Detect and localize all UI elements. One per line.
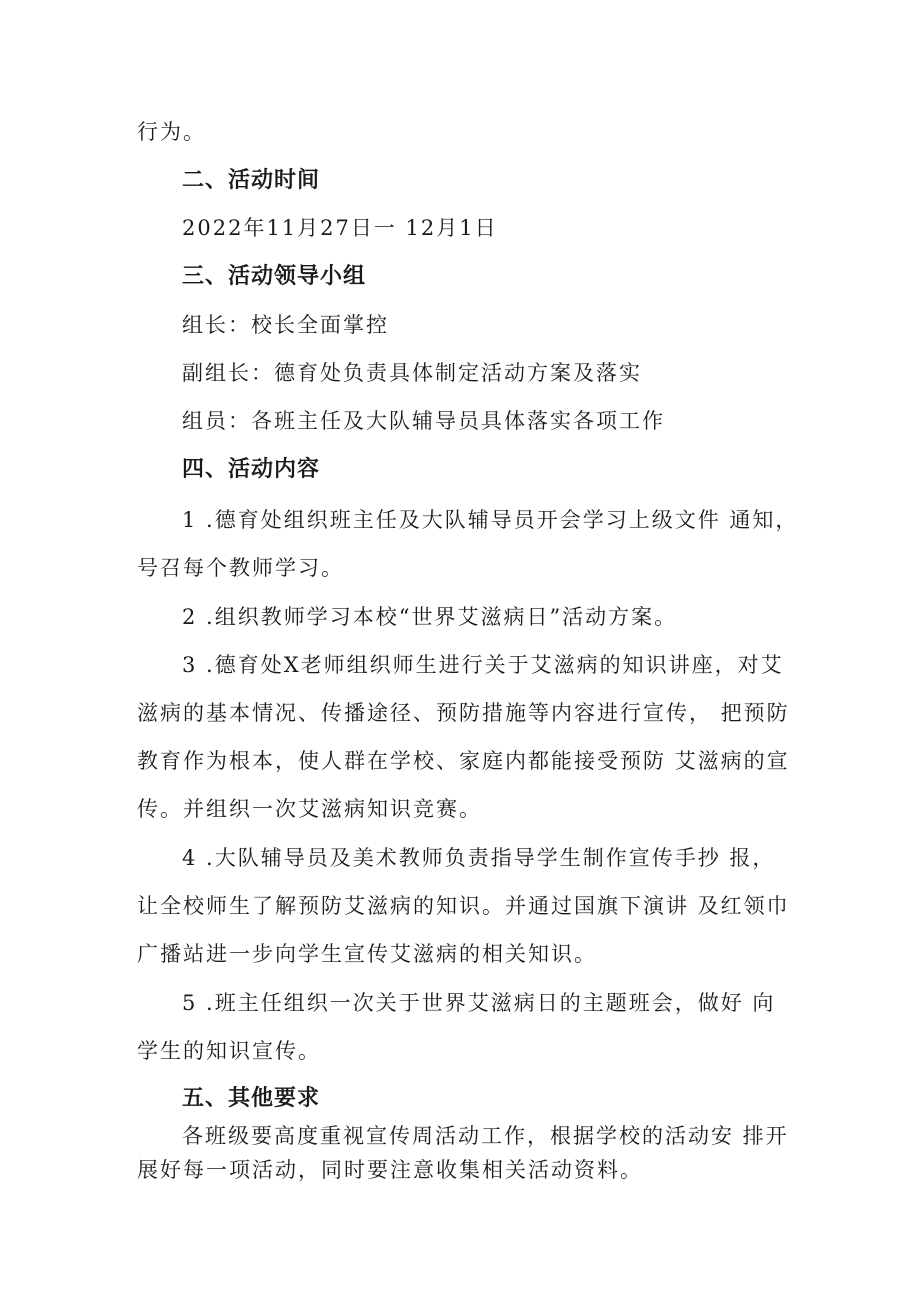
section-heading-time: 二、活动时间 xyxy=(182,168,321,193)
item3-line3: 教育作为根本，使人群在学校、家庭内都能接受预防 艾滋病的宣 xyxy=(137,749,790,773)
item5-line1: 5 .班主任组织一次关于世界艾滋病日的主题班会，做好 向 xyxy=(182,991,776,1015)
item4-line3: 广播站进一步向学生宣传艾滋病的相关知识。 xyxy=(137,942,597,966)
activity-date: 2022年11月27日一 12月1日 xyxy=(182,216,498,240)
item4-line2: 让全校师生了解预防艾滋病的知识。并通过国旗下演讲 及红领巾 xyxy=(137,894,790,918)
item4-line1: 4 .大队辅导员及美术教师负责指导学生制作宣传手抄 报， xyxy=(182,846,776,870)
section-heading-leadership: 三、活动领导小组 xyxy=(182,264,367,289)
item2-line1: 2 .组织教师学习本校“世界艾滋病日”活动方案。 xyxy=(182,605,678,629)
continuation-text: 行为。 xyxy=(137,120,206,144)
members-text: 组员：各班主任及大队辅导员具体落实各项工作 xyxy=(182,409,665,433)
section-heading-other: 五、其他要求 xyxy=(182,1086,321,1111)
leader-text: 组长：校长全面掌控 xyxy=(182,313,389,337)
item1-line2: 号召每个教师学习。 xyxy=(137,556,344,580)
section-heading-content: 四、活动内容 xyxy=(182,457,321,482)
item3-line4: 传。并组织一次艾滋病知识竞赛。 xyxy=(137,797,482,821)
item1-line1: 1 .德育处组织班主任及大队辅导员开会学习上级文件 通知， xyxy=(182,508,799,532)
item3-line2: 滋病的基本情况、传播途径、预防措施等内容进行宣传， 把预防 xyxy=(137,701,790,725)
other-line2: 展好每一项活动，同时要注意收集相关活动资料。 xyxy=(137,1158,643,1182)
item3-line1: 3 .德育处X老师组织师生进行关于艾滋病的知识讲座，对艾 xyxy=(182,653,784,677)
vice-leader-text: 副组长：德育处负责具体制定活动方案及落实 xyxy=(182,361,642,385)
other-line1: 各班级要高度重视宣传周活动工作，根据学校的活动安 排开 xyxy=(182,1124,789,1148)
item5-line2: 学生的知识宣传。 xyxy=(137,1039,321,1063)
